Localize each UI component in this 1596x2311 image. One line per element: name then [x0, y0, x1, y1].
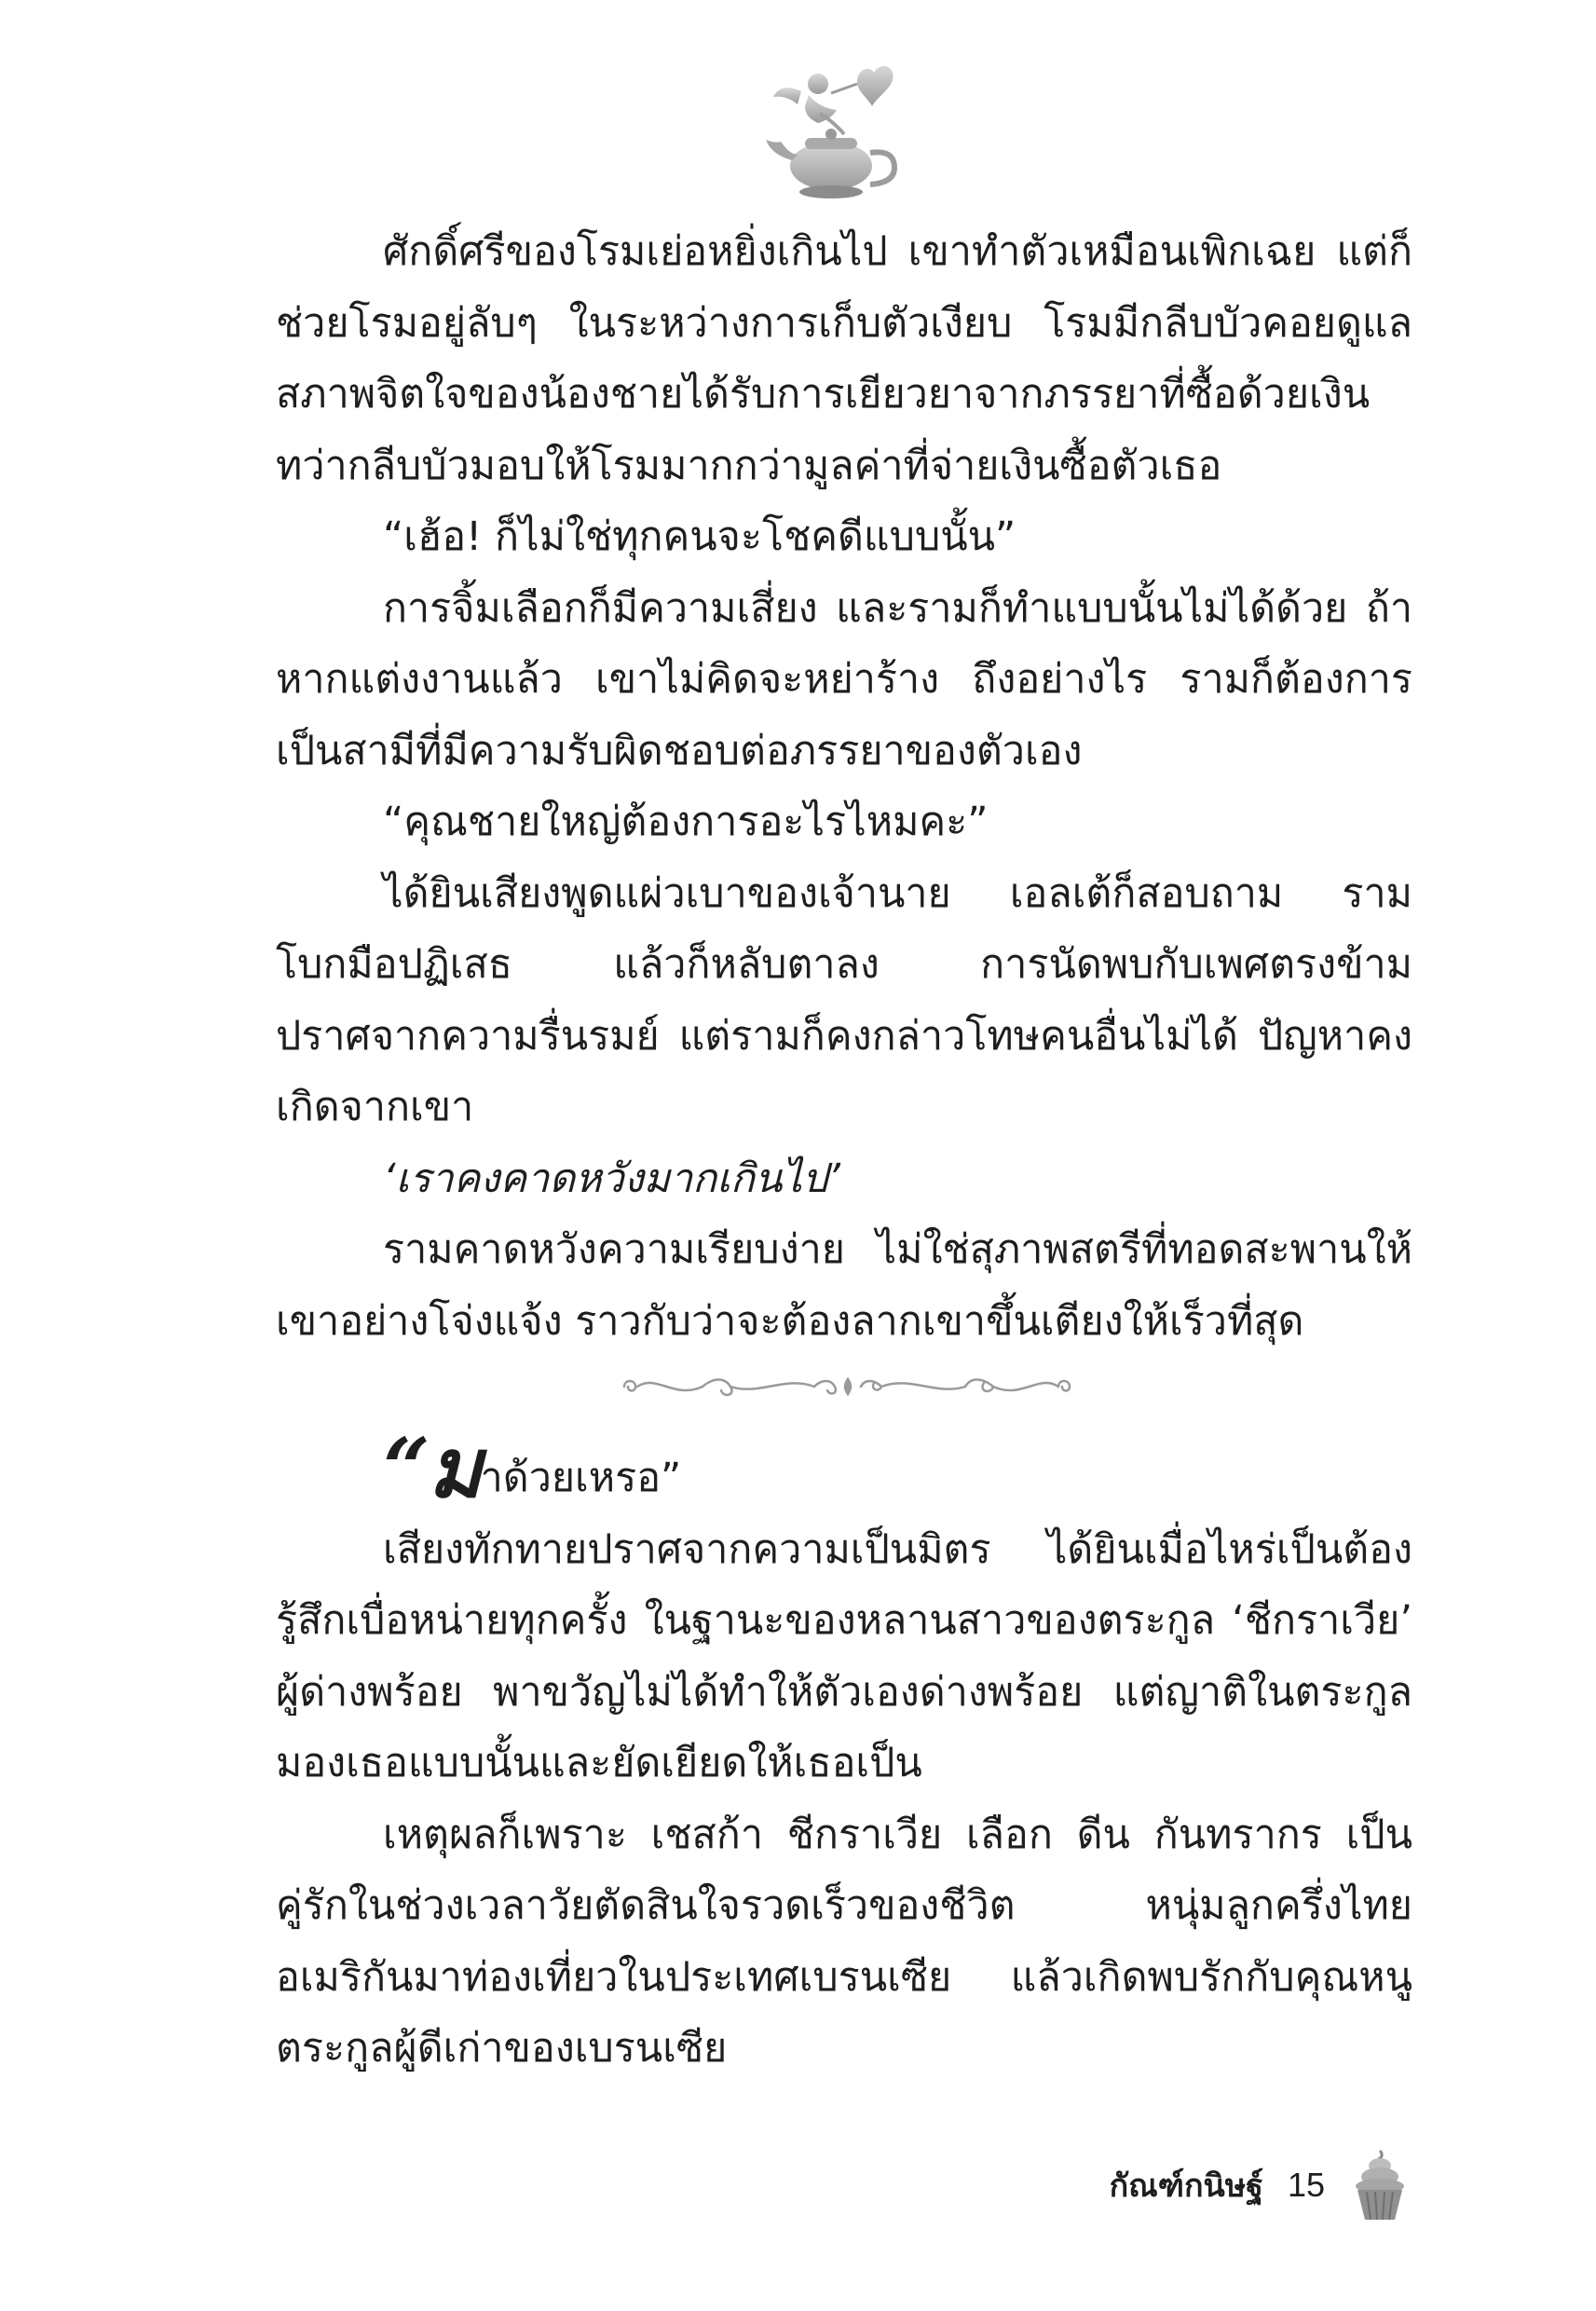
dialogue-line: “เฮ้อ! ก็ไม่ใช่ทุกคนจะโชคดีแบบนั้น”	[383, 513, 1016, 560]
page-number: 15	[1287, 2166, 1325, 2204]
paragraph: รามคาดหวังความเรียบง่าย ไม่ใช่สุภาพสตรีที่ทอดสะพานให้เขาอย่างโจ่งแจ้ง ราวกับว่าจะต้องลากเขาขึ้นเตียงให้เร็วที่สุด	[276, 1226, 1412, 1345]
opening-line-rest: าด้วยเหรอ”	[480, 1455, 682, 1501]
cupid-teapot-icon	[764, 56, 904, 205]
paragraph: เสียงทักทายปราศจากความเป็นมิตร ได้ยินเมื่อไหร่เป็นต้องรู้สึกเบื่อหน่ายทุกครั้ง ในฐานะของหลานสาวของตระกูล ‘ชีกราเวีย’ ผู้ด่างพร้อย พาขวัญไม่ได้ทำให้ตัวเองด่างพร้อย แต่ญาติในตระกูลมองเธอแบบนั้นและยัดเยียดให้เธอเป็น	[276, 1525, 1412, 1786]
dropcap-open-quote: “	[383, 1419, 429, 1516]
text-section-1	[276, 216, 1412, 1357]
text-section-2	[276, 1419, 1412, 2085]
dialogue-line: “คุณชายใหญ่ต้องการอะไรไหมคะ”	[383, 799, 989, 845]
paragraph: ได้ยินเสียงพูดแผ่วเบาของเจ้านาย เอลเต้ก็สอบถาม รามโบกมือปฏิเสธ แล้วก็หลับตาลง การนัดพบกับเพศตรงข้าม ปราศจากความรื่นรมย์ แต่รามก็คงกล่าวโทษคนอื่นไม่ได้ ปัญหาคงเกิดจากเขา	[276, 869, 1412, 1130]
paragraph: เหตุผลก็เพราะ เชสก้า ชีกราเวีย เลือก ดีน กันทรากร เป็นคู่รักในช่วงเวลาวัยตัดสินใจรวดเร็วของชีวิต หนุ่มลูกครึ่งไทยอเมริกันมาท่องเที่ยวในประเทศเบรนเซีย แล้วเกิดพบรักกับคุณหนูตระกูลผู้ดีเก่าของเบรนเซีย	[276, 1811, 1412, 2072]
chapter-opening-line	[276, 1419, 1412, 1516]
paragraph: ศักดิ์ศรีของโรมเย่อหยิ่งเกินไป เขาทำตัวเหมือนเพิกเฉย แต่ก็ช่วยโรมอยู่ลับๆ ในระหว่างการเก็บตัวเงียบ โรมมีกลีบบัวคอยดูแลสภาพจิตใจของน้องชายได้รับการเยียวยาจากภรรยาที่ซื้อด้วยเงิน ทว่ากลีบบัวมอบให้โรมมากกว่ามูลค่าที่จ่ายเงินซื้อตัวเธอ	[276, 228, 1412, 489]
paragraph: การจิ้มเลือกก็มีความเสี่ยง และรามก็ทำแบบนั้นไม่ได้ด้วย ถ้าหากแต่งงานแล้ว เขาไม่คิดจะหย่าร้าง ถึงอย่างไร รามก็ต้องการเป็นสามีที่มีความรับผิดชอบต่อภรรยาของตัวเอง	[276, 584, 1412, 774]
scroll-divider-icon	[615, 1368, 1081, 1405]
dropcap-letter: ม	[428, 1419, 481, 1516]
author-name: กัณฑ์กนิษฐ์	[1109, 2167, 1263, 2205]
cupcake-icon	[1353, 2149, 1407, 2222]
page-footer	[1016, 2143, 1407, 2227]
inner-thought: ‘เราคงคาดหวังมากเกินไป’	[383, 1155, 840, 1202]
